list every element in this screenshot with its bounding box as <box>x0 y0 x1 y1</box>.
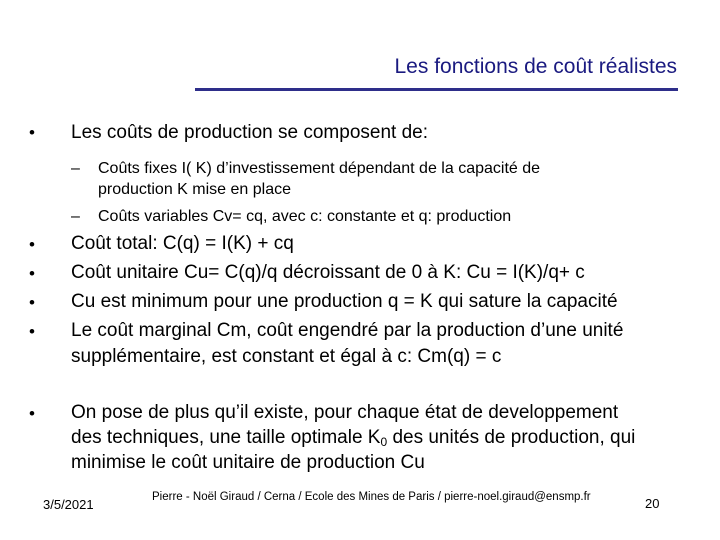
bullet-unit-cost: Coût unitaire Cu= C(q)/q décroissant de 0 à K: Cu = I(K)/q+ c <box>71 262 585 283</box>
bullet-marker: • <box>29 293 35 312</box>
intro-text: Les coûts de production se composent de: <box>71 122 429 143</box>
last-bullet-line1: On pose de plus qu’il existe, pour chaque état de developpement <box>71 402 619 423</box>
sub-item-variable-costs: Coûts variables Cv= cq, avec c: constante et q: production <box>98 208 512 225</box>
bullet-marker: • <box>29 123 35 142</box>
last-bullet-line2-text: des techniques, une taille optimale K <box>71 427 381 448</box>
bullet-marginal-cost-line1: Le coût marginal Cm, coût engendré par la production d’une unité <box>71 320 624 341</box>
last-bullet-line2-rest: des unités de production, qui <box>387 427 636 448</box>
title-underline <box>195 88 678 91</box>
footer-date: 3/5/2021 <box>43 497 94 512</box>
last-bullet-line2 <box>71 427 635 449</box>
footer-credit: Pierre - Noël Giraud / Cerna / Ecole des Mines de Paris / pierre-noel.giraud@ensmp.fr <box>152 491 591 503</box>
bullet-total-cost: Coût total: C(q) = I(K) + cq <box>71 233 294 254</box>
bullet-marginal-cost-line2: supplémentaire, est constant et égal à c: Cm(q) = c <box>71 346 502 367</box>
bullet-marker: • <box>29 235 35 254</box>
bullet-marker: • <box>29 404 35 423</box>
dash-marker: – <box>71 160 80 177</box>
sub-item-fixed-costs-line2: production K mise en place <box>98 181 291 198</box>
bullet-minimum: Cu est minimum pour une production q = K qui sature la capacité <box>71 291 618 312</box>
page-number: 20 <box>645 496 660 511</box>
sub-item-fixed-costs-line1: Coûts fixes I( K) d’investissement dépendant de la capacité de <box>98 160 541 177</box>
bullet-marker: • <box>29 322 35 341</box>
dash-marker: – <box>71 208 80 225</box>
slide-title: Les fonctions de coût réalistes <box>394 55 677 78</box>
last-bullet-line3: minimise le coût unitaire de production Cu <box>71 452 425 473</box>
k0-subscript: 0 <box>380 435 388 449</box>
bullet-marker: • <box>29 264 35 283</box>
